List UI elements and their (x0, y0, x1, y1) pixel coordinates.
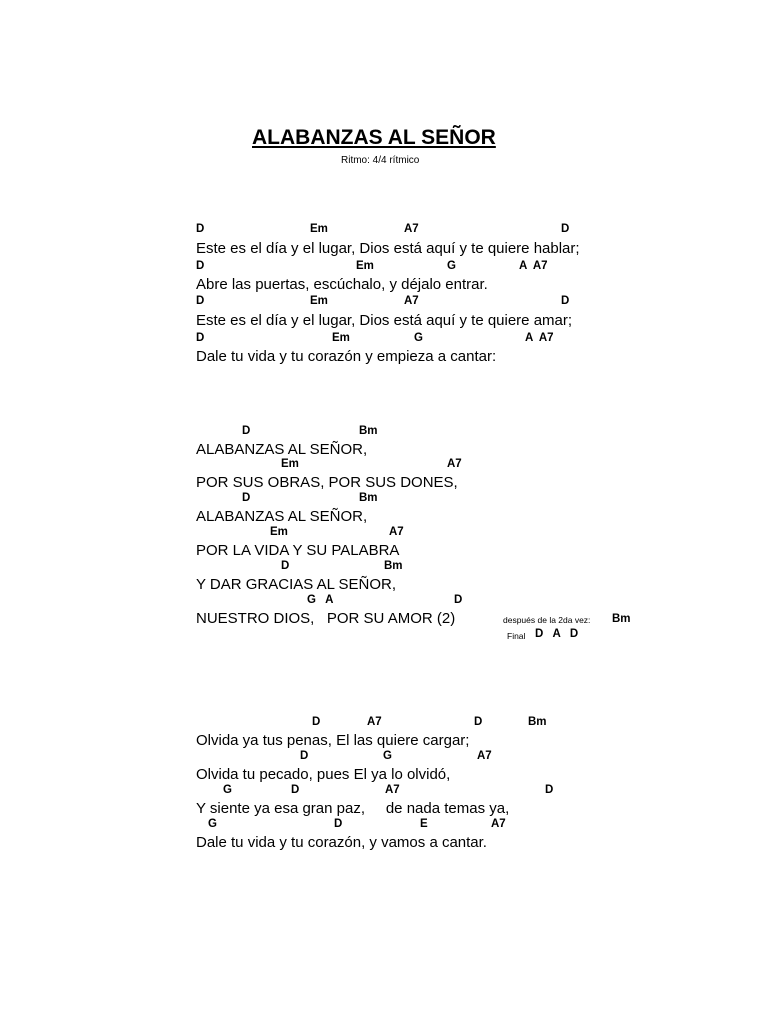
chord: Em (332, 332, 350, 344)
chord: Bm (612, 613, 631, 625)
chord: D (561, 223, 570, 235)
chord: Bm (359, 492, 378, 504)
chord: Bm (359, 425, 378, 437)
lyric-line: Este es el día y el lugar, Dios está aquí y te quiere hablar; (196, 240, 580, 257)
chord: Bm (528, 716, 547, 728)
chord: G (447, 260, 456, 272)
chord: Em (270, 526, 288, 538)
lyric-line: NUESTRO DIOS, POR SU AMOR (2) (196, 610, 456, 627)
lyric-line: Olvida tu pecado, pues El ya lo olvidó, (196, 766, 451, 783)
chord: D (196, 295, 205, 307)
chord: Em (310, 223, 328, 235)
chord: G (223, 784, 232, 796)
lyric-line: Abre las puertas, escúchalo, y déjalo entrar. (196, 276, 488, 293)
song-rhythm: Ritmo: 4/4 rítmico (341, 155, 420, 166)
chord: D (474, 716, 483, 728)
chord: A7 (447, 458, 462, 470)
chord: Bm (384, 560, 403, 572)
chord: D (561, 295, 570, 307)
chord: G (414, 332, 423, 344)
chord: A7 (477, 750, 492, 762)
lyric-line: Dale tu vida y tu corazón y empieza a cantar: (196, 348, 497, 365)
chord: D (242, 425, 251, 437)
chord: A7 (367, 716, 382, 728)
chord: G (383, 750, 392, 762)
lyric-line: Y siente ya esa gran paz, de nada temas ya, (196, 800, 510, 817)
lyric-line: Este es el día y el lugar, Dios está aquí y te quiere amar; (196, 312, 573, 329)
chord: A A7 (525, 332, 554, 344)
chord: D (281, 560, 290, 572)
chord: D (334, 818, 343, 830)
lyric-line: Olvida ya tus penas, El las quiere cargar; (196, 732, 470, 749)
chord: D (454, 594, 463, 606)
chord: D (300, 750, 309, 762)
chord: E (420, 818, 428, 830)
lyric-line: ALABANZAS AL SEÑOR, (196, 508, 368, 525)
chord: D (196, 332, 205, 344)
repeat-note: después de la 2da vez: (503, 615, 591, 625)
song-title: ALABANZAS AL SEÑOR (252, 126, 496, 149)
chord: D (242, 492, 251, 504)
chord: G A (307, 594, 334, 606)
lyric-line: POR SUS OBRAS, POR SUS DONES, (196, 474, 458, 491)
chord: D (312, 716, 321, 728)
lyric-line: Dale tu vida y tu corazón, y vamos a cantar. (196, 834, 487, 851)
chord: G (208, 818, 217, 830)
chord: D (196, 223, 205, 235)
chord: Em (281, 458, 299, 470)
lyric-line: POR LA VIDA Y SU PALABRA (196, 542, 400, 559)
chord: Em (356, 260, 374, 272)
lyric-line: ALABANZAS AL SEÑOR, (196, 441, 368, 458)
chord: D (196, 260, 205, 272)
final-label: Final (507, 631, 526, 641)
chord: D (291, 784, 300, 796)
chord: D (545, 784, 554, 796)
chord: A A7 (519, 260, 548, 272)
chord: A7 (404, 223, 419, 235)
lyric-line: Y DAR GRACIAS AL SEÑOR, (196, 576, 397, 593)
chord: A7 (404, 295, 419, 307)
chord: A7 (385, 784, 400, 796)
chord: A7 (389, 526, 404, 538)
chord: Em (310, 295, 328, 307)
chord: A7 (491, 818, 506, 830)
final-chords: D A D (535, 628, 579, 640)
